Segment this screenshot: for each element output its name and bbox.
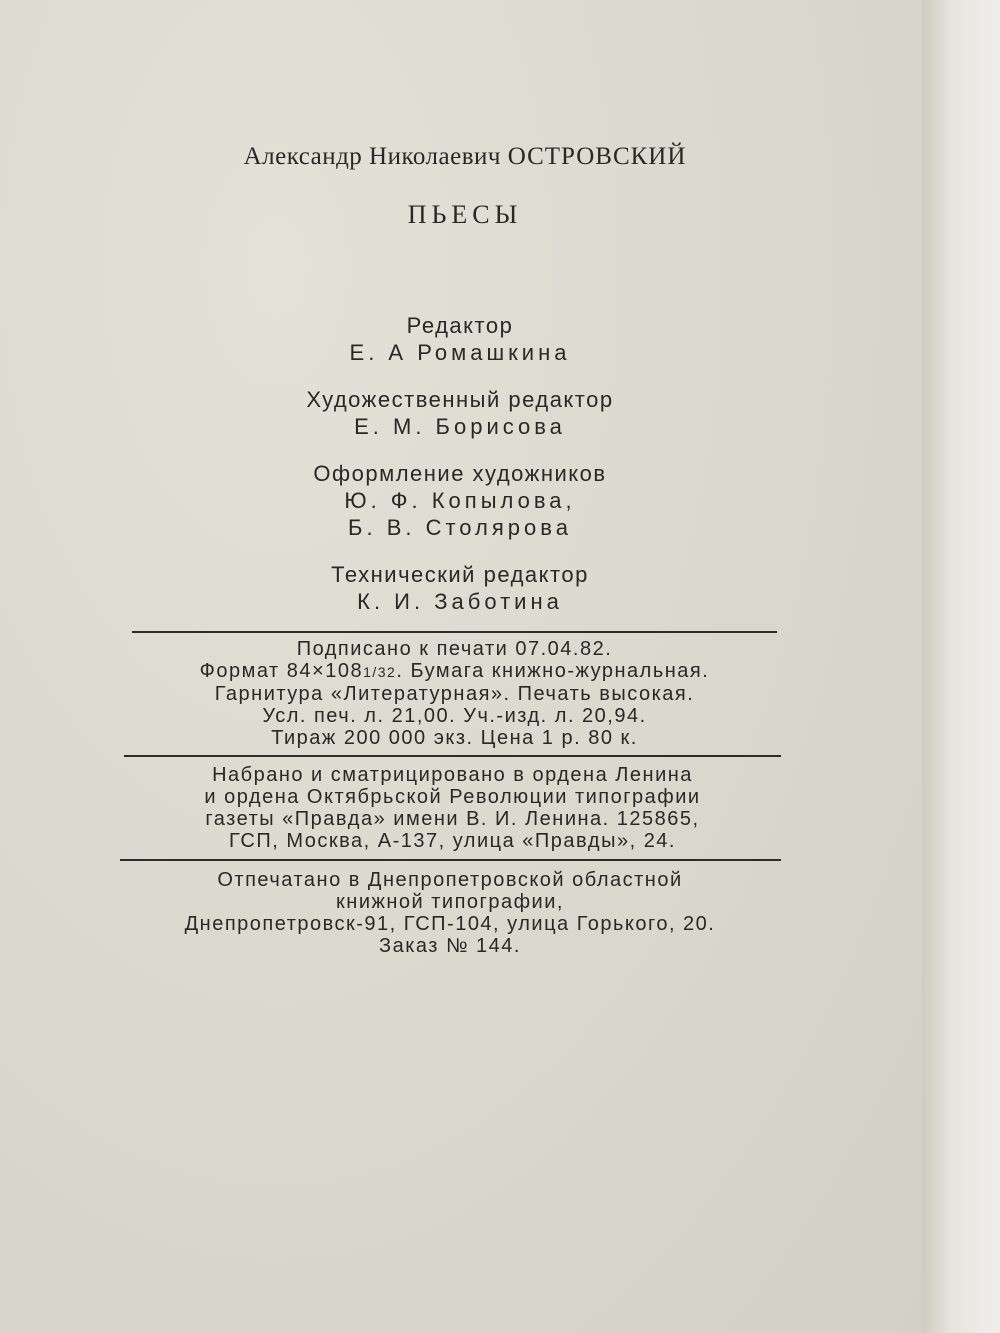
book-title: ПЬЕСЫ (407, 200, 523, 229)
typeset-line: газеты «Правда» имени В. И. Ленина. 125865, (205, 808, 700, 830)
credit-editor (230, 312, 690, 366)
credits-section (230, 312, 690, 635)
next-page-edge (922, 0, 1000, 1333)
credit-role: Редактор (406, 313, 514, 338)
run-line: Тираж 200 000 экз. Цена 1 р. 80 к. (271, 727, 638, 749)
credit-role: Художественный редактор (306, 387, 614, 412)
typeface-line: Гарнитура «Литературная». Печать высокая. (214, 683, 695, 705)
divider-rule (124, 755, 781, 757)
divider-rule (120, 859, 781, 861)
credit-name: Ю. Ф. Копылова, (344, 488, 576, 513)
printed-block (110, 869, 790, 957)
credit-role: Технический редактор (331, 562, 589, 587)
format-line (132, 660, 777, 683)
format-fraction: 1/32 (363, 664, 397, 680)
format-prefix: Формат 84×108 (199, 660, 364, 682)
author-given-name: Александр Николаевич (243, 143, 501, 170)
printed-line: Заказ № 144. (379, 935, 521, 957)
printed-line: Отпечатано в Днепропетровской областной (217, 869, 683, 891)
sheets-line: Усл. печ. л. 21,00. Уч.-изд. л. 20,94. (262, 705, 647, 727)
typeset-line: ГСП, Москва, А-137, улица «Правды», 24. (228, 830, 676, 852)
format-suffix: . Бумага книжно-журнальная. (396, 660, 710, 682)
signed-line: Подписано к печати 07.04.82. (296, 638, 613, 660)
credit-name: Е. А Ромашкина (349, 340, 571, 365)
printed-line: Днепропетровск-91, ГСП-104, улица Горького, 20. (184, 913, 716, 935)
typeset-block (124, 764, 781, 852)
author-surname: ОСТРОВСКИЙ (507, 143, 687, 170)
credit-name: Е. М. Борисова (354, 414, 566, 439)
divider-rule (132, 631, 777, 633)
credit-name: Б. В. Столярова (348, 515, 572, 540)
author-line (0, 143, 930, 171)
credit-designers (230, 460, 690, 541)
credit-role: Оформление художников (313, 461, 607, 486)
credit-tech-editor (230, 561, 690, 615)
print-info-block (132, 638, 777, 749)
credit-name: К. И. Заботина (357, 589, 563, 614)
printed-line: книжной типографии, (336, 891, 564, 913)
typeset-line: и ордена Октябрьской Революции типографии (204, 786, 701, 808)
credit-art-editor (230, 386, 690, 440)
typeset-line: Набрано и сматрицировано в ордена Ленина (212, 764, 693, 786)
